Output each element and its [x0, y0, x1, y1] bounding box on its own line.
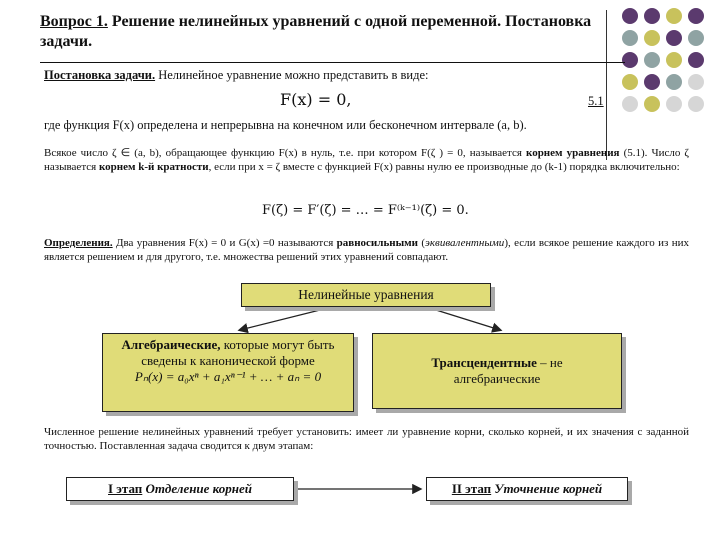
equation-number: 5.1	[588, 94, 604, 108]
root-def-bold-2: корнем k-й кратности	[98, 161, 209, 173]
root-def-text-2: (5.1). Число ζ называется	[44, 147, 689, 173]
formula-2: F(ζ) = F′(ζ) = … = F⁽ᵏ⁻¹⁾(ζ) = 0.	[262, 203, 469, 218]
title-text: Решение нелинейных уравнений с одной переменной. Постановка задачи.	[40, 13, 592, 50]
equiv-italic: эквивалентными	[425, 237, 505, 249]
equiv-text-1: Два уравнения F(x) = 0 и G(x) =0 называются	[112, 237, 337, 249]
root-def-bold-1: корнем уравнения	[526, 147, 620, 159]
stage2-lead: II этап	[451, 481, 492, 496]
transcendent-bold: Трансцендентные	[431, 355, 537, 370]
box-algebraic	[102, 333, 354, 412]
root-def-text-3: , если при x = ζ вместе с функцией F(x) равны нулю ее производные до (k-1) порядка включительно:	[208, 161, 680, 173]
numeric-solution-text: Численное решение нелинейных уравнений требует установить: имеет ли уравнение корни, сколько корней, и их значения с заданной точностью. Поставленная задача сводится к двум этапам:	[44, 426, 689, 452]
algebraic-formula: Pₙ(x) = a₀xⁿ + a₁xⁿ⁻¹ + … + aₙ = 0	[134, 369, 322, 384]
stage2-text: Уточнение корней	[491, 481, 603, 496]
intro-lead: Постановка задачи.	[44, 68, 156, 82]
title-lead: Вопрос 1.	[40, 13, 108, 30]
stage1-text: Отделение корней	[142, 481, 252, 496]
box-nonlinear-equations: Нелинейные уравнения	[241, 283, 491, 307]
equiv-lead: Определения.	[44, 237, 113, 249]
box-stage-2	[426, 477, 628, 501]
stage1-lead: I этап	[108, 481, 143, 496]
root-def-text-1: Всякое число ζ ∈ (a, b), обращающее функцию F(x) в нуль, т.е. при котором F(ζ ) = 0, называется	[44, 147, 526, 159]
where-line: где функция F(x) определена и непрерывна на конечном или бесконечном интервале (a, b).	[44, 118, 527, 132]
algebraic-bold: Алгебраические,	[121, 337, 221, 352]
arrow-to-algebraic	[240, 305, 340, 330]
equiv-text-2: (	[418, 237, 426, 249]
arrow-to-transcendent	[420, 305, 500, 330]
equiv-text-3: ), если всякое решение каждого из них является решением и для другого, т.е. множества решений этих уравнений совпадают.	[44, 237, 689, 263]
equiv-bold: равносильными	[336, 237, 419, 249]
formula-1: F(x) = 0,	[280, 90, 352, 109]
algebraic-text: которые могут быть сведены к канонической форме	[141, 337, 335, 368]
box-transcendent	[372, 333, 622, 409]
intro-body: Нелинейное уравнение можно представить в виде:	[155, 68, 429, 82]
box-stage-1	[66, 477, 294, 501]
transcendent-text: – не алгебраические	[453, 355, 563, 386]
